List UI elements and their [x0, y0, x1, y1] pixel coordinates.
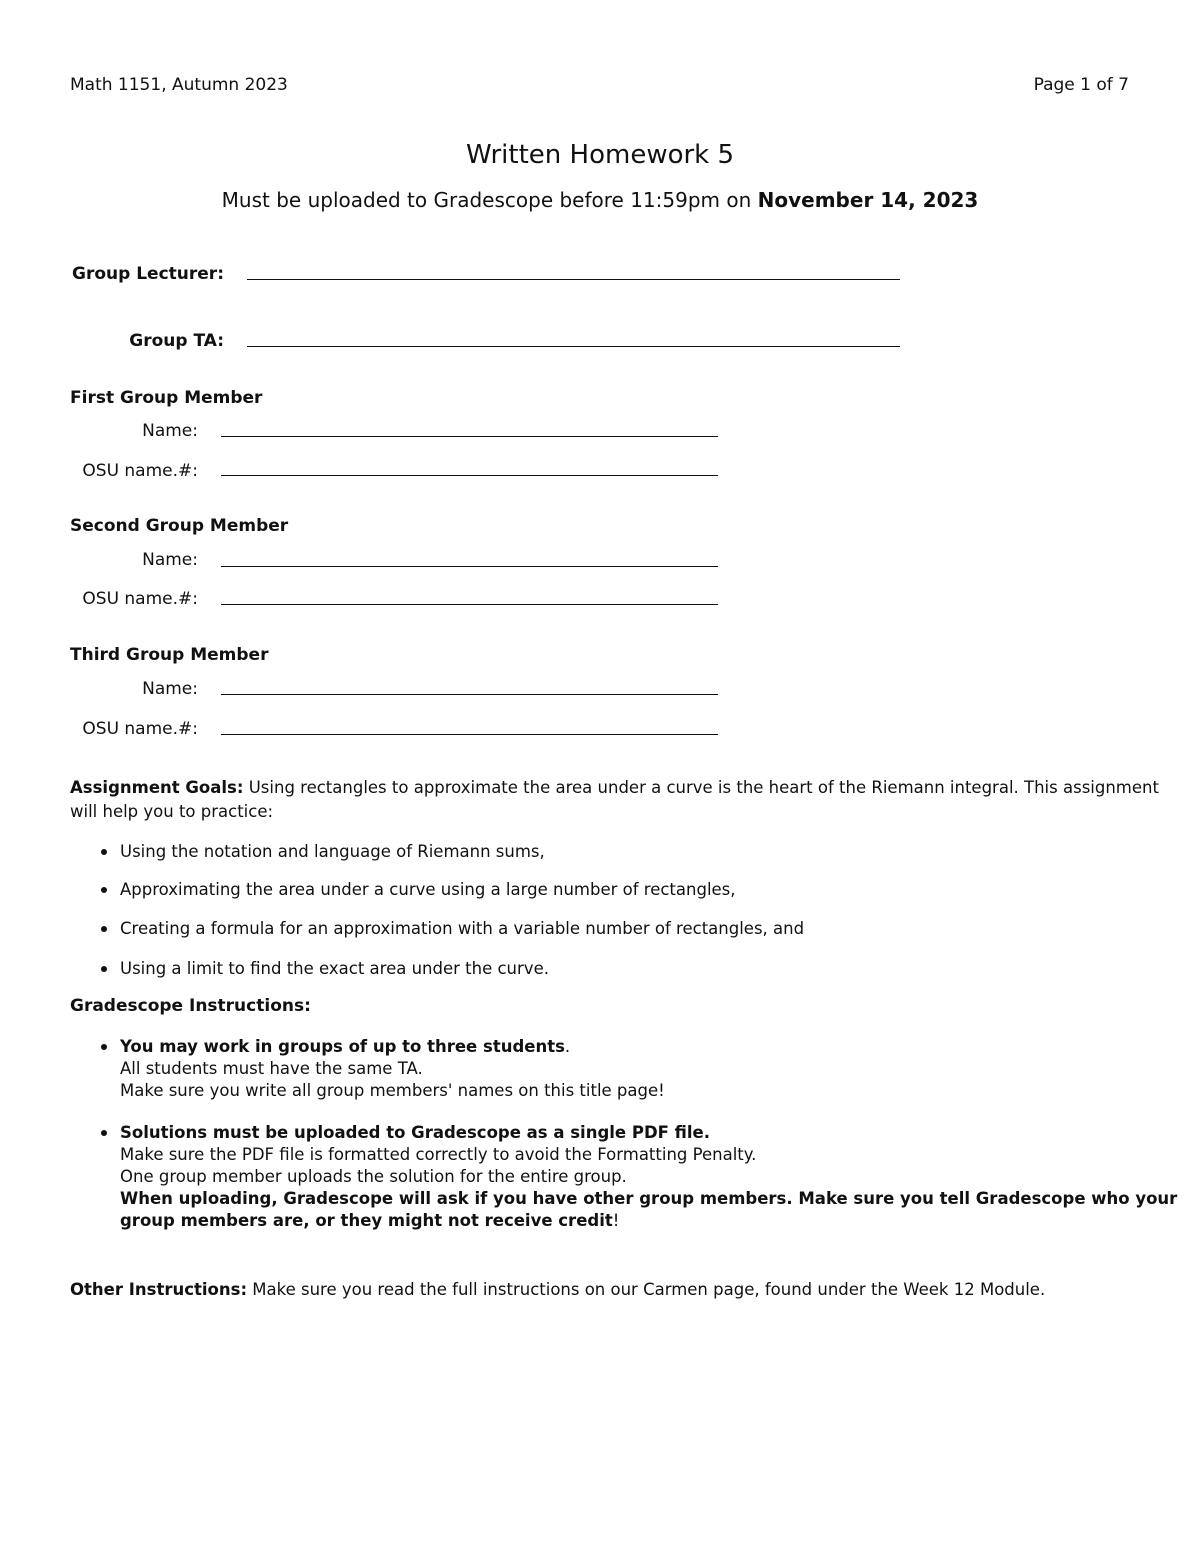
second-member-name-label: Name: — [142, 550, 198, 570]
first-member-id-label: OSU name.#: — [82, 461, 198, 481]
page-number: Page 1 of 7 — [1033, 75, 1129, 95]
third-member-id-field[interactable] — [221, 734, 718, 735]
subtitle-text: Must be uploaded to Gradescope before 11:59pm on — [221, 188, 758, 212]
other-instructions-text: Make sure you read the full instructions on our Carmen page, found under the Week 12 Module. — [247, 1280, 1046, 1299]
bullet-icon — [101, 926, 107, 932]
group-lecturer-field[interactable] — [247, 279, 900, 280]
groups-rule: You may work in groups of up to three students — [120, 1037, 565, 1056]
gradescope-instructions-label: Gradescope Instructions: — [70, 996, 311, 1016]
assignment-goals-label: Assignment Goals: — [70, 778, 244, 797]
bullet-icon — [101, 1044, 107, 1050]
second-member-title: Second Group Member — [70, 516, 289, 536]
third-member-name-label: Name: — [142, 679, 198, 699]
other-instructions — [70, 1278, 1045, 1302]
course-header: Math 1151, Autumn 2023 — [70, 75, 288, 95]
second-member-id-field[interactable] — [221, 604, 718, 605]
group-members-warning: When uploading, Gradescope will ask if you have other group members. Make sure you tell Gradescope who your — [120, 1189, 1178, 1208]
assignment-goals-line1 — [70, 776, 1159, 800]
bullet-icon — [101, 1130, 107, 1136]
bullet-icon — [101, 849, 107, 855]
second-member-id-label: OSU name.#: — [82, 589, 198, 609]
upload-rule: Solutions must be uploaded to Gradescope as a single PDF file. — [120, 1123, 711, 1142]
due-date: November 14, 2023 — [757, 188, 979, 212]
third-member-id-label: OSU name.#: — [82, 719, 198, 739]
bullet-icon — [101, 887, 107, 893]
group-ta-field[interactable] — [247, 346, 900, 347]
first-member-title: First Group Member — [70, 388, 263, 408]
second-member-name-field[interactable] — [221, 566, 718, 567]
group-ta-label: Group TA: — [129, 331, 224, 351]
third-member-title: Third Group Member — [70, 645, 269, 665]
subtitle — [0, 188, 1200, 212]
group-lecturer-label: Group Lecturer: — [72, 264, 224, 284]
first-member-id-field[interactable] — [221, 475, 718, 476]
other-instructions-label: Other Instructions: — [70, 1280, 248, 1299]
page-title: Written Homework 5 — [465, 140, 735, 170]
assignment-goals-line2: will help you to practice: — [70, 802, 274, 821]
third-member-name-field[interactable] — [221, 694, 718, 695]
first-member-name-label: Name: — [142, 421, 198, 441]
bullet-icon — [101, 966, 107, 972]
first-member-name-field[interactable] — [221, 436, 718, 437]
assignment-goals-text: Using rectangles to approximate the area under a curve is the heart of the Riemann integral. This assignment — [243, 778, 1159, 797]
